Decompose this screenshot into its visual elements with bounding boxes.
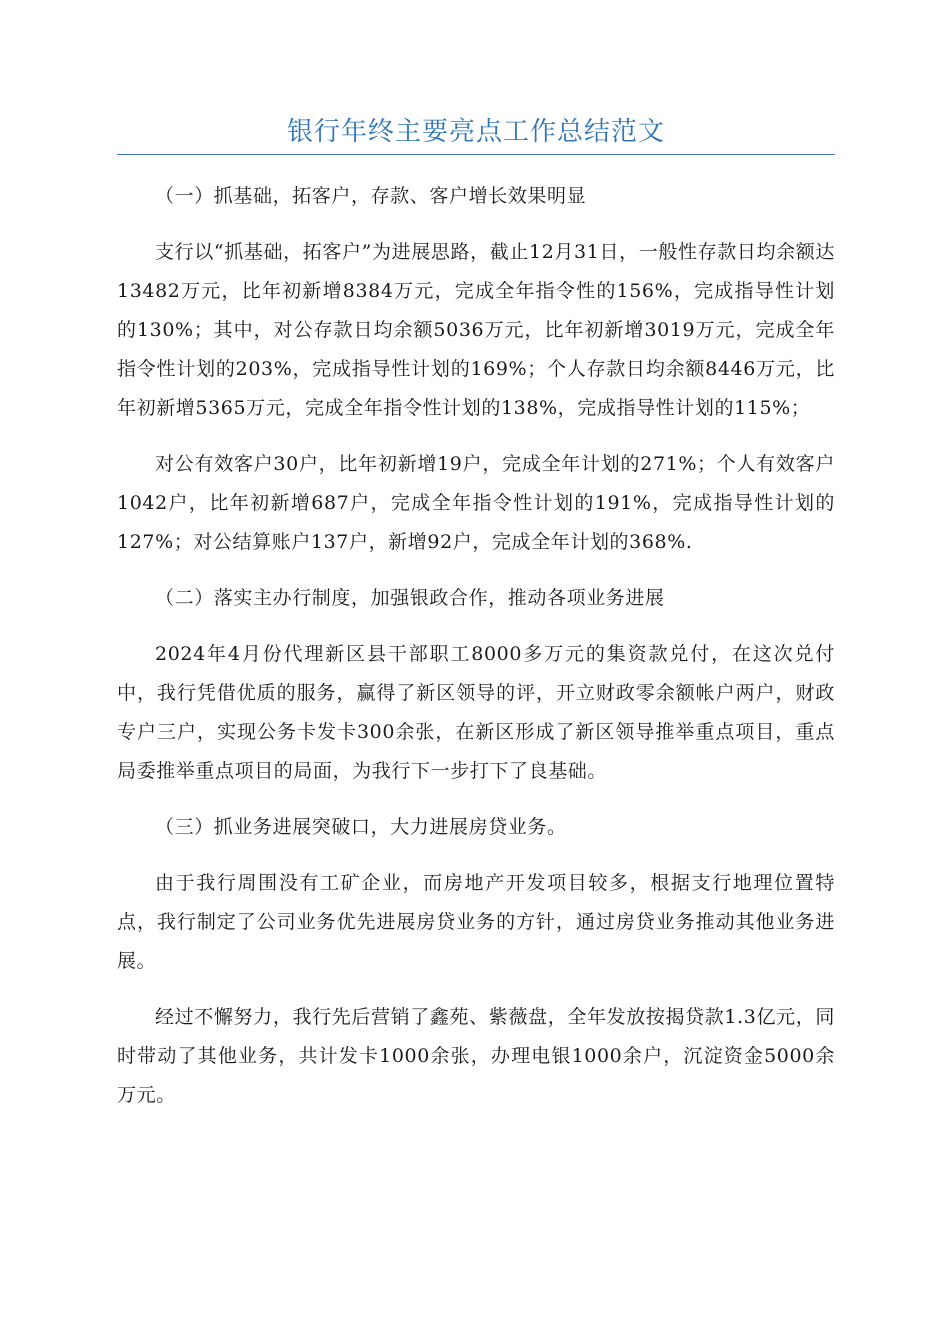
paragraph-3-2: 经过不懈努力，我行先后营销了鑫苑、紫薇盘，全年发放按揭贷款1.3亿元，同时带动了其他业务，共计发卡1000余张，办理电银1000余户，沉淀资金5000余万元。 <box>117 1006 835 1106</box>
document-body <box>117 177 835 1132</box>
paragraph-2-1: 2024年4月份代理新区县干部职工8000多万元的集资款兑付，在这次兑付中，我行凭借优质的服务，赢得了新区领导的评，开立财政零余额帐户两户，财政专户三户，实现公务卡发卡300余张，在新区形成了新区领导推举重点项目，重点局委推举重点项目的局面，为我行下一步打下了良基础。 <box>117 643 835 782</box>
paragraph-1-1: 支行以“抓基础，拓客户”为进展思路，截止12月31日，一般性存款日均余额达13482万元，比年初新增8384万元，完成全年指令性的156%，完成指导性计划的130%；其中，对公存款日均余额5036万元，比年初新增3019万元，完成全年指令性计划的203%，完成指导性计划的169%；个人存款日均余额8446万元，比年初新增5365万元，完成全年指令性计划的138%，完成指导性计划的115%； <box>117 241 835 419</box>
title-underline <box>117 154 835 155</box>
paragraph-3-1: 由于我行周围没有工矿企业，而房地产开发项目较多，根据支行地理位置特点，我行制定了公司业务优先进展房贷业务的方针，通过房贷业务推动其他业务进展。 <box>117 872 835 972</box>
section-heading-2: （二）落实主办行制度，加强银政合作，推动各项业务进展 <box>155 587 665 609</box>
paragraph-1-2: 对公有效客户30户，比年初新增19户，完成全年计划的271%；个人有效客户1042户，比年初新增687户，完成全年指令性计划的191%，完成指导性计划的127%；对公结算账户137户，新增92户，完成全年计划的368%. <box>117 453 835 553</box>
section-heading-3: （三）抓业务进展突破口，大力进展房贷业务。 <box>155 816 567 838</box>
section-heading-1: （一）抓基础，拓客户，存款、客户增长效果明显 <box>155 185 587 207</box>
document-title: 银行年终主要亮点工作总结范文 <box>286 117 665 147</box>
